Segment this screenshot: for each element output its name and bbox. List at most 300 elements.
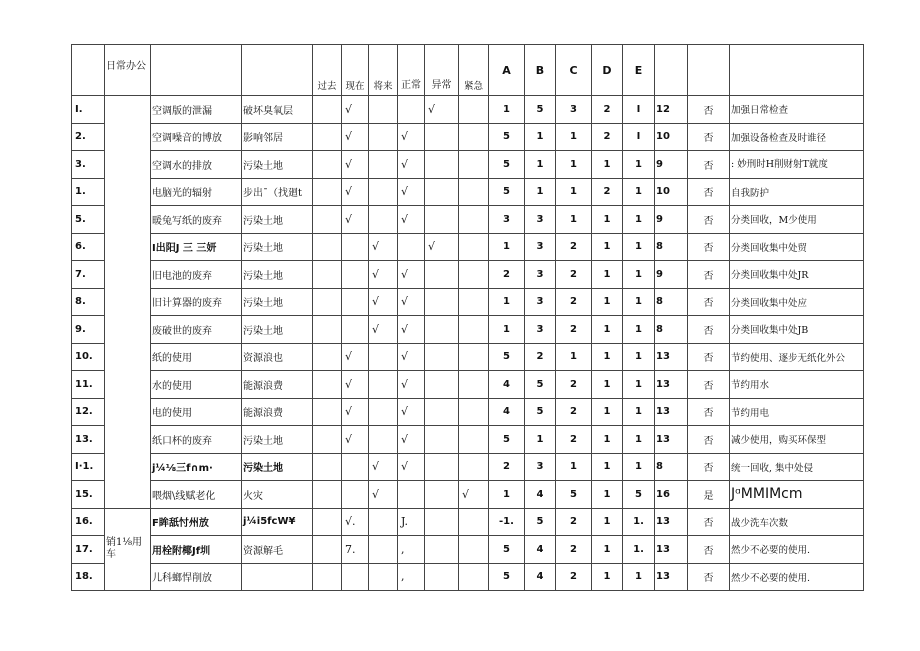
header-significant (688, 45, 730, 96)
urgent-cell (459, 563, 489, 591)
row-number: 6. (72, 233, 105, 261)
header-category: 日常办公 (105, 45, 151, 96)
total-cell: 8 (655, 233, 688, 261)
urgent-cell (459, 96, 489, 124)
normal-cell: √ (398, 316, 425, 344)
total-cell: 9 (655, 261, 688, 289)
normal-cell: √ (398, 371, 425, 399)
header-urgent: 紧急 (459, 45, 489, 96)
table-row (72, 288, 864, 316)
activity-cell: 废破世的废弃 (151, 316, 242, 344)
row-number: I·1. (72, 453, 105, 481)
category-office-cell (105, 96, 151, 509)
urgent-cell (459, 261, 489, 289)
score-e-cell: 1 (623, 426, 655, 454)
score-b-cell: 3 (525, 233, 556, 261)
row-number: 3. (72, 151, 105, 179)
abnormal-cell (425, 453, 459, 481)
row-number: 1. (72, 178, 105, 206)
total-cell: 10 (655, 178, 688, 206)
past-cell (313, 96, 342, 124)
total-cell: 13 (655, 343, 688, 371)
activity-cell: 儿科螂悍削放 (151, 563, 242, 591)
score-a-cell: 5 (489, 536, 525, 564)
score-c-cell: 2 (556, 371, 592, 399)
score-a-cell: 5 (489, 343, 525, 371)
significant-cell: 是 (688, 481, 730, 509)
score-e-cell: 1. (623, 536, 655, 564)
table-row (72, 453, 864, 481)
future-cell: √ (369, 481, 398, 509)
significant-cell: 否 (688, 151, 730, 179)
total-cell: 13 (655, 371, 688, 399)
table-row (72, 563, 864, 591)
future-cell (369, 151, 398, 179)
future-cell (369, 426, 398, 454)
total-cell: 12 (655, 96, 688, 124)
score-b-cell: 1 (525, 426, 556, 454)
score-b-cell: 4 (525, 563, 556, 591)
activity-cell: 用栓附椰Jf圳 (151, 536, 242, 564)
present-cell: √ (342, 96, 369, 124)
significant-cell: 否 (688, 426, 730, 454)
header-impact (242, 45, 313, 96)
header-col-a: A (489, 45, 525, 96)
measure-cell: : 妙刑时H削财射T就度 (730, 151, 864, 179)
normal-cell: √ (398, 398, 425, 426)
future-cell (369, 508, 398, 536)
score-e-cell: 1 (623, 288, 655, 316)
score-a-cell: 5 (489, 563, 525, 591)
score-d-cell: 1 (592, 233, 623, 261)
past-cell (313, 151, 342, 179)
urgent-cell (459, 123, 489, 151)
row-number: 9. (72, 316, 105, 344)
impact-cell: 污染土地 (242, 288, 313, 316)
abnormal-cell (425, 261, 459, 289)
activity-cell: 电的使用 (151, 398, 242, 426)
score-b-cell: 1 (525, 178, 556, 206)
score-b-cell: 5 (525, 371, 556, 399)
significant-cell: 否 (688, 96, 730, 124)
present-cell (342, 563, 369, 591)
impact-cell: 能源浪费 (242, 371, 313, 399)
urgent-cell (459, 453, 489, 481)
present-cell: √ (342, 206, 369, 234)
activity-cell: 水的使用 (151, 371, 242, 399)
significant-cell: 否 (688, 563, 730, 591)
score-c-cell: 3 (556, 96, 592, 124)
past-cell (313, 426, 342, 454)
past-cell (313, 453, 342, 481)
significant-cell: 否 (688, 261, 730, 289)
impact-cell: 污染土地 (242, 261, 313, 289)
urgent-cell (459, 233, 489, 261)
table-row (72, 151, 864, 179)
past-cell (313, 398, 342, 426)
score-c-cell: 2 (556, 508, 592, 536)
past-cell (313, 481, 342, 509)
impact-cell: 污染土地 (242, 151, 313, 179)
score-e-cell: 5 (623, 481, 655, 509)
score-d-cell: 2 (592, 96, 623, 124)
score-d-cell: 1 (592, 536, 623, 564)
impact-cell: 资源解毛 (242, 536, 313, 564)
score-a-cell: 5 (489, 151, 525, 179)
score-a-cell: 1 (489, 233, 525, 261)
score-e-cell: 1 (623, 343, 655, 371)
header-col-c: C (556, 45, 592, 96)
impact-cell: 资源浪也 (242, 343, 313, 371)
future-cell: √ (369, 261, 398, 289)
score-c-cell: 1 (556, 123, 592, 151)
header-abnormal: 异常 (425, 45, 459, 96)
score-d-cell: 2 (592, 123, 623, 151)
table-row (72, 96, 864, 124)
future-cell (369, 123, 398, 151)
present-cell: 7. (342, 536, 369, 564)
score-a-cell: 2 (489, 261, 525, 289)
score-e-cell: 1 (623, 151, 655, 179)
total-cell: 13 (655, 536, 688, 564)
measure-cell: 自我防护 (730, 178, 864, 206)
header-col-b: B (525, 45, 556, 96)
past-cell (313, 343, 342, 371)
total-cell: 13 (655, 398, 688, 426)
score-c-cell: 2 (556, 261, 592, 289)
future-cell (369, 343, 398, 371)
significant-cell: 否 (688, 288, 730, 316)
header-normal: 正常 (398, 45, 425, 96)
score-c-cell: 2 (556, 288, 592, 316)
score-a-cell: 2 (489, 453, 525, 481)
row-number: 13. (72, 426, 105, 454)
urgent-cell (459, 206, 489, 234)
score-b-cell: 2 (525, 343, 556, 371)
measure-cell: 加强日常检查 (730, 96, 864, 124)
row-number: 7. (72, 261, 105, 289)
future-cell: √ (369, 288, 398, 316)
score-a-cell: 5 (489, 123, 525, 151)
score-c-cell: 2 (556, 563, 592, 591)
significant-cell: 否 (688, 343, 730, 371)
normal-cell: √ (398, 261, 425, 289)
header-col-e: E (623, 45, 655, 96)
total-cell: 13 (655, 563, 688, 591)
past-cell (313, 508, 342, 536)
normal-cell: √ (398, 151, 425, 179)
present-cell (342, 481, 369, 509)
score-d-cell: 1 (592, 288, 623, 316)
significant-cell: 否 (688, 206, 730, 234)
present-cell: √ (342, 151, 369, 179)
normal-cell (398, 481, 425, 509)
score-e-cell: 1 (623, 398, 655, 426)
activity-cell: j¼⅛三f∩m· (151, 453, 242, 481)
abnormal-cell (425, 481, 459, 509)
normal-cell: J. (398, 508, 425, 536)
score-b-cell: 3 (525, 453, 556, 481)
activity-cell: F眸舐忖州放 (151, 508, 242, 536)
score-a-cell: 4 (489, 398, 525, 426)
header-future: 将来 (369, 45, 398, 96)
significant-cell: 否 (688, 371, 730, 399)
row-number: 8. (72, 288, 105, 316)
significant-cell: 否 (688, 453, 730, 481)
score-d-cell: 2 (592, 178, 623, 206)
row-number: 12. (72, 398, 105, 426)
impact-cell: 污染土地 (242, 233, 313, 261)
total-cell: 9 (655, 151, 688, 179)
significant-cell: 否 (688, 316, 730, 344)
header-present: 现在 (342, 45, 369, 96)
score-d-cell: 1 (592, 261, 623, 289)
score-e-cell: 1 (623, 563, 655, 591)
score-e-cell: I (623, 123, 655, 151)
measure-cell: 分类回收集中处应 (730, 288, 864, 316)
score-c-cell: 1 (556, 151, 592, 179)
activity-cell: 空调水的排放 (151, 151, 242, 179)
normal-cell: √ (398, 123, 425, 151)
abnormal-cell (425, 536, 459, 564)
urgent-cell (459, 398, 489, 426)
future-cell (369, 96, 398, 124)
present-cell (342, 453, 369, 481)
activity-cell: 空调版的泄漏 (151, 96, 242, 124)
table-row (72, 261, 864, 289)
measure-cell: 分类回收，M少使用 (730, 206, 864, 234)
present-cell: √ (342, 426, 369, 454)
table-row (72, 233, 864, 261)
past-cell (313, 563, 342, 591)
row-number: 15. (72, 481, 105, 509)
measure-cell: 分类回收集中处贸 (730, 233, 864, 261)
row-number: 2. (72, 123, 105, 151)
activity-cell: I出阳J 三 三妍 (151, 233, 242, 261)
score-d-cell: 1 (592, 508, 623, 536)
past-cell (313, 536, 342, 564)
abnormal-cell (425, 563, 459, 591)
table-row (72, 398, 864, 426)
table-row (72, 123, 864, 151)
header-total (655, 45, 688, 96)
score-a-cell: 5 (489, 426, 525, 454)
normal-cell: √ (398, 288, 425, 316)
urgent-cell (459, 508, 489, 536)
total-cell: 8 (655, 453, 688, 481)
abnormal-cell (425, 316, 459, 344)
present-cell (342, 288, 369, 316)
score-c-cell: 2 (556, 536, 592, 564)
present-cell: √ (342, 343, 369, 371)
future-cell: √ (369, 453, 398, 481)
score-d-cell: 1 (592, 316, 623, 344)
score-d-cell: 1 (592, 343, 623, 371)
row-number: 10. (72, 343, 105, 371)
impact-cell: 步出ˉ（找廻t (242, 178, 313, 206)
header-col-d: D (592, 45, 623, 96)
activity-cell: 电脑光的辐射 (151, 178, 242, 206)
table-row (72, 508, 864, 536)
category-vehicle-cell: 销1⅛用车 (105, 508, 151, 591)
significant-cell: 否 (688, 233, 730, 261)
measure-cell: 战少洗车次数 (730, 508, 864, 536)
score-c-cell: 1 (556, 343, 592, 371)
urgent-cell (459, 426, 489, 454)
total-cell: 16 (655, 481, 688, 509)
significant-cell: 否 (688, 123, 730, 151)
urgent-cell (459, 316, 489, 344)
score-a-cell: 5 (489, 178, 525, 206)
impact-cell: 能源浪费 (242, 398, 313, 426)
normal-cell (398, 96, 425, 124)
measure-cell: 节约使用、逐步无纸化外公 (730, 343, 864, 371)
impact-cell (242, 563, 313, 591)
urgent-cell: √ (459, 481, 489, 509)
abnormal-cell (425, 508, 459, 536)
score-b-cell: 5 (525, 508, 556, 536)
score-a-cell: 1 (489, 481, 525, 509)
significant-cell: 否 (688, 398, 730, 426)
urgent-cell (459, 151, 489, 179)
measure-cell: 减少使用，购买环保型 (730, 426, 864, 454)
activity-cell: 旧电池的废弃 (151, 261, 242, 289)
normal-cell (398, 233, 425, 261)
total-cell: 13 (655, 426, 688, 454)
score-d-cell: 1 (592, 426, 623, 454)
score-a-cell: 3 (489, 206, 525, 234)
abnormal-cell (425, 288, 459, 316)
score-d-cell: 1 (592, 481, 623, 509)
urgent-cell (459, 536, 489, 564)
score-e-cell: 1 (623, 233, 655, 261)
significant-cell: 否 (688, 178, 730, 206)
abnormal-cell (425, 371, 459, 399)
activity-cell: 空调噪音的博放 (151, 123, 242, 151)
measure-cell: 节约用水 (730, 371, 864, 399)
urgent-cell (459, 288, 489, 316)
score-b-cell: 5 (525, 96, 556, 124)
score-d-cell: 1 (592, 371, 623, 399)
urgent-cell (459, 371, 489, 399)
abnormal-cell (425, 123, 459, 151)
measure-cell: 统一回收, 集中处侵 (730, 453, 864, 481)
normal-cell: √ (398, 426, 425, 454)
abnormal-cell: √ (425, 96, 459, 124)
score-b-cell: 3 (525, 261, 556, 289)
score-c-cell: 2 (556, 426, 592, 454)
activity-cell: 纸的使用 (151, 343, 242, 371)
score-b-cell: 3 (525, 206, 556, 234)
score-d-cell: 1 (592, 151, 623, 179)
past-cell (313, 288, 342, 316)
header-activity (151, 45, 242, 96)
table-row (72, 206, 864, 234)
score-c-cell: 2 (556, 233, 592, 261)
measure-cell: 分类回收集中处JB (730, 316, 864, 344)
score-c-cell: 1 (556, 178, 592, 206)
header-row (72, 45, 864, 96)
significant-cell: 否 (688, 536, 730, 564)
score-e-cell: 1 (623, 316, 655, 344)
abnormal-cell (425, 426, 459, 454)
past-cell (313, 261, 342, 289)
measure-cell: 加强设备检查及时谁径 (730, 123, 864, 151)
impact-cell: j¼i5fcW¥ (242, 508, 313, 536)
score-b-cell: 3 (525, 288, 556, 316)
future-cell (369, 371, 398, 399)
impact-cell: 污染土地 (242, 206, 313, 234)
present-cell: √ (342, 371, 369, 399)
impact-cell: 影响邻居 (242, 123, 313, 151)
score-c-cell: 1 (556, 453, 592, 481)
score-a-cell: 1 (489, 288, 525, 316)
row-number: 18. (72, 563, 105, 591)
activity-cell: 纸口杯的废弃 (151, 426, 242, 454)
row-number: 17. (72, 536, 105, 564)
past-cell (313, 316, 342, 344)
future-cell (369, 563, 398, 591)
score-e-cell: 1 (623, 453, 655, 481)
score-d-cell: 1 (592, 398, 623, 426)
measure-cell: 分类回收集中处JR (730, 261, 864, 289)
score-b-cell: 1 (525, 123, 556, 151)
measure-cell: 节约用电 (730, 398, 864, 426)
normal-cell: , (398, 563, 425, 591)
score-b-cell: 5 (525, 398, 556, 426)
header-no (72, 45, 105, 96)
table-row (72, 343, 864, 371)
past-cell (313, 178, 342, 206)
score-a-cell: 1 (489, 316, 525, 344)
table-row (72, 481, 864, 509)
abnormal-cell (425, 151, 459, 179)
past-cell (313, 233, 342, 261)
score-e-cell: 1 (623, 206, 655, 234)
present-cell (342, 233, 369, 261)
score-b-cell: 4 (525, 536, 556, 564)
impact-cell: 火灾 (242, 481, 313, 509)
score-b-cell: 4 (525, 481, 556, 509)
impact-cell: 污染土地 (242, 426, 313, 454)
score-a-cell: 4 (489, 371, 525, 399)
header-past: 过去 (313, 45, 342, 96)
impact-cell: 污染土地 (242, 316, 313, 344)
total-cell: 10 (655, 123, 688, 151)
activity-cell: 旧计算器的废弃 (151, 288, 242, 316)
table-row (72, 178, 864, 206)
score-c-cell: 2 (556, 398, 592, 426)
total-cell: 8 (655, 288, 688, 316)
row-number: 11. (72, 371, 105, 399)
score-d-cell: 1 (592, 206, 623, 234)
score-e-cell: 1 (623, 261, 655, 289)
present-cell (342, 261, 369, 289)
row-number: 16. (72, 508, 105, 536)
row-number: 5. (72, 206, 105, 234)
abnormal-cell (425, 178, 459, 206)
score-c-cell: 5 (556, 481, 592, 509)
past-cell (313, 371, 342, 399)
present-cell: √. (342, 508, 369, 536)
normal-cell: , (398, 536, 425, 564)
impact-cell: 污染土地 (242, 453, 313, 481)
future-cell (369, 398, 398, 426)
measure-cell: JᵅMMIMcm (730, 481, 864, 509)
abnormal-cell (425, 343, 459, 371)
abnormal-cell (425, 398, 459, 426)
future-cell: √ (369, 233, 398, 261)
